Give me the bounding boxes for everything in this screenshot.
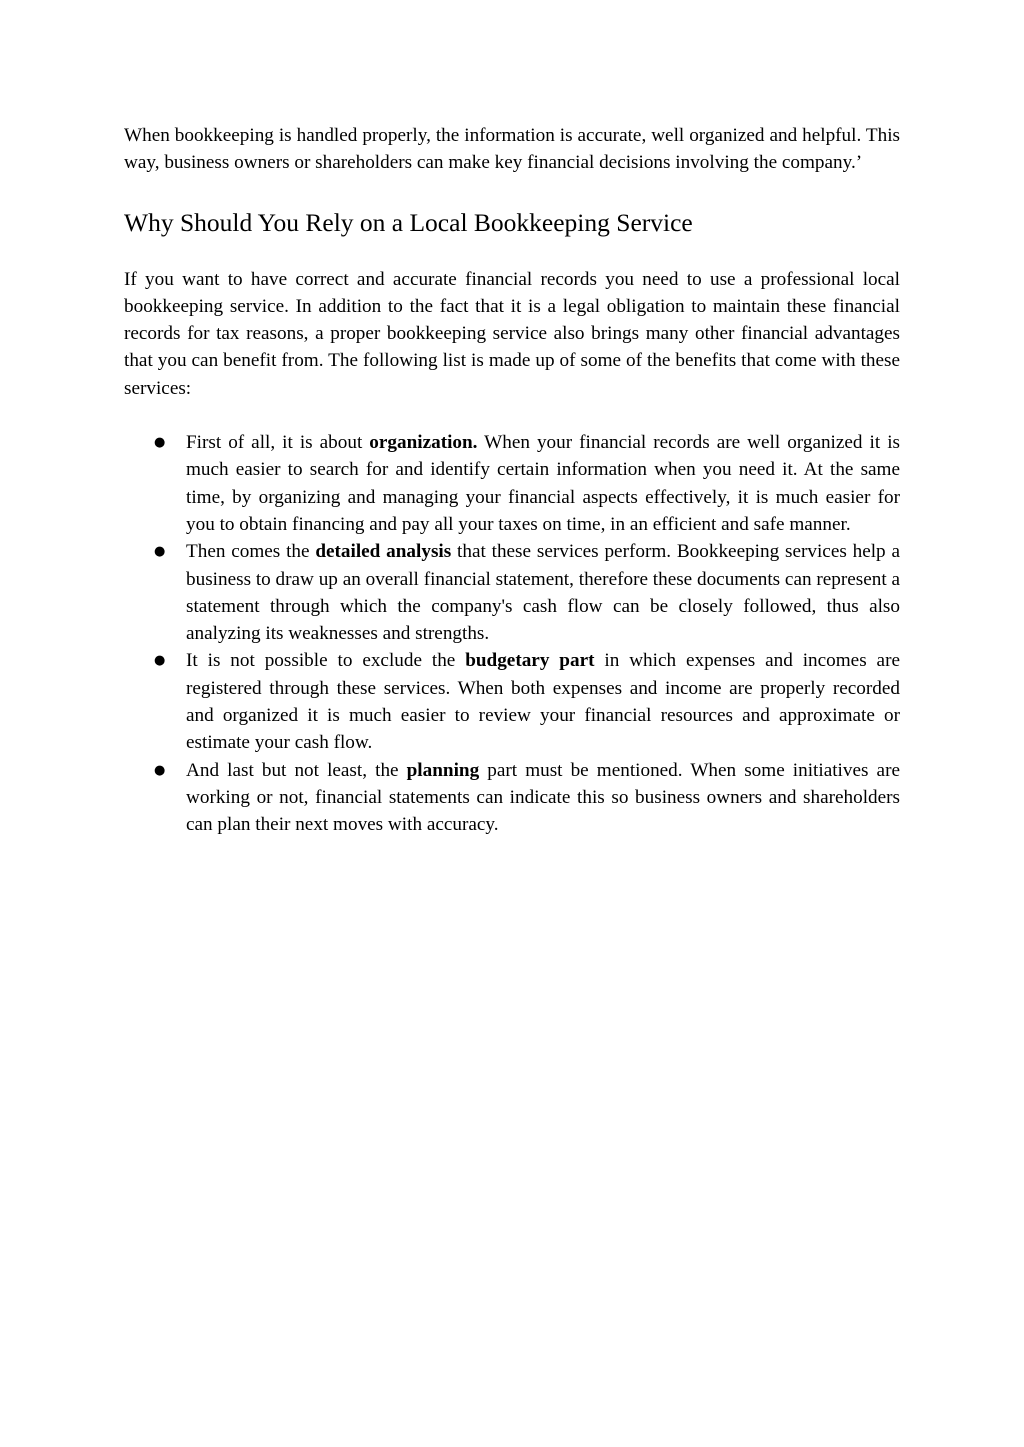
benefits-list (124, 429, 900, 838)
list-item-text-rest: When your financial records are well organized it is much easier to search for and identify certain information when you need it. At the same time, by organizing and managing your financial aspects effectively, it is much easier for you to obtain financing and pay all your taxes on time, in an efficient and safe manner. (186, 432, 900, 535)
list-item-bold-term: organization. (369, 432, 478, 454)
list-item-planning (124, 757, 900, 839)
list-item-text-rest: in which expenses and incomes are registered through these services. When both expenses and income are properly recorded and organized it is much easier to review your financial resources and approximate or estimate your cash flow. (186, 650, 900, 754)
bullet-icon: ● (154, 435, 166, 451)
list-item-text-start: It is not possible to exclude the (186, 650, 466, 672)
list-item-text-start: Then comes the (186, 541, 316, 563)
list-item-bold-term: detailed analysis (315, 541, 452, 563)
list-item-budgetary-part (124, 647, 900, 756)
list-item-text-start: First of all, it is about (186, 432, 370, 454)
list-item-detailed-analysis (124, 538, 900, 647)
list-item-text-rest: part must be mentioned. When some initiatives are working or not, financial statements can indicate this so business owners and shareholders can plan their next moves with accuracy. (186, 759, 900, 836)
document-page (124, 122, 900, 839)
section-heading: Why Should You Rely on a Local Bookkeeping Service (124, 207, 693, 237)
intro-paragraph: When bookkeeping is handled properly, the information is accurate, well organized and helpful. This way, business owners or shareholders can make key financial decisions involving the company.’ (124, 125, 900, 174)
bullet-icon: ● (154, 653, 166, 669)
list-item-text-rest: that these services perform. Bookkeeping services help a business to draw up an overall financial statement, therefore these documents can represent a statement through which the company's cash flow can be closely followed, thus also analyzing its weaknesses and strengths. (186, 541, 900, 645)
list-item-text-start: And last but not least, the (186, 759, 407, 781)
list-item-organization (124, 429, 900, 538)
list-item-bold-term: budgetary part (465, 650, 595, 672)
body-paragraph: If you want to have correct and accurate financial records you need to use a professional local bookkeeping service. In addition to the fact that it is a legal obligation to maintain these financial records for tax reasons, a proper bookkeeping service also brings many other financial advantages that you can benefit from. The following list is made up of some of the benefits that come with these services: (124, 268, 900, 399)
bullet-icon: ● (154, 762, 166, 778)
bullet-icon: ● (154, 544, 166, 560)
list-item-bold-term: planning (406, 759, 480, 781)
